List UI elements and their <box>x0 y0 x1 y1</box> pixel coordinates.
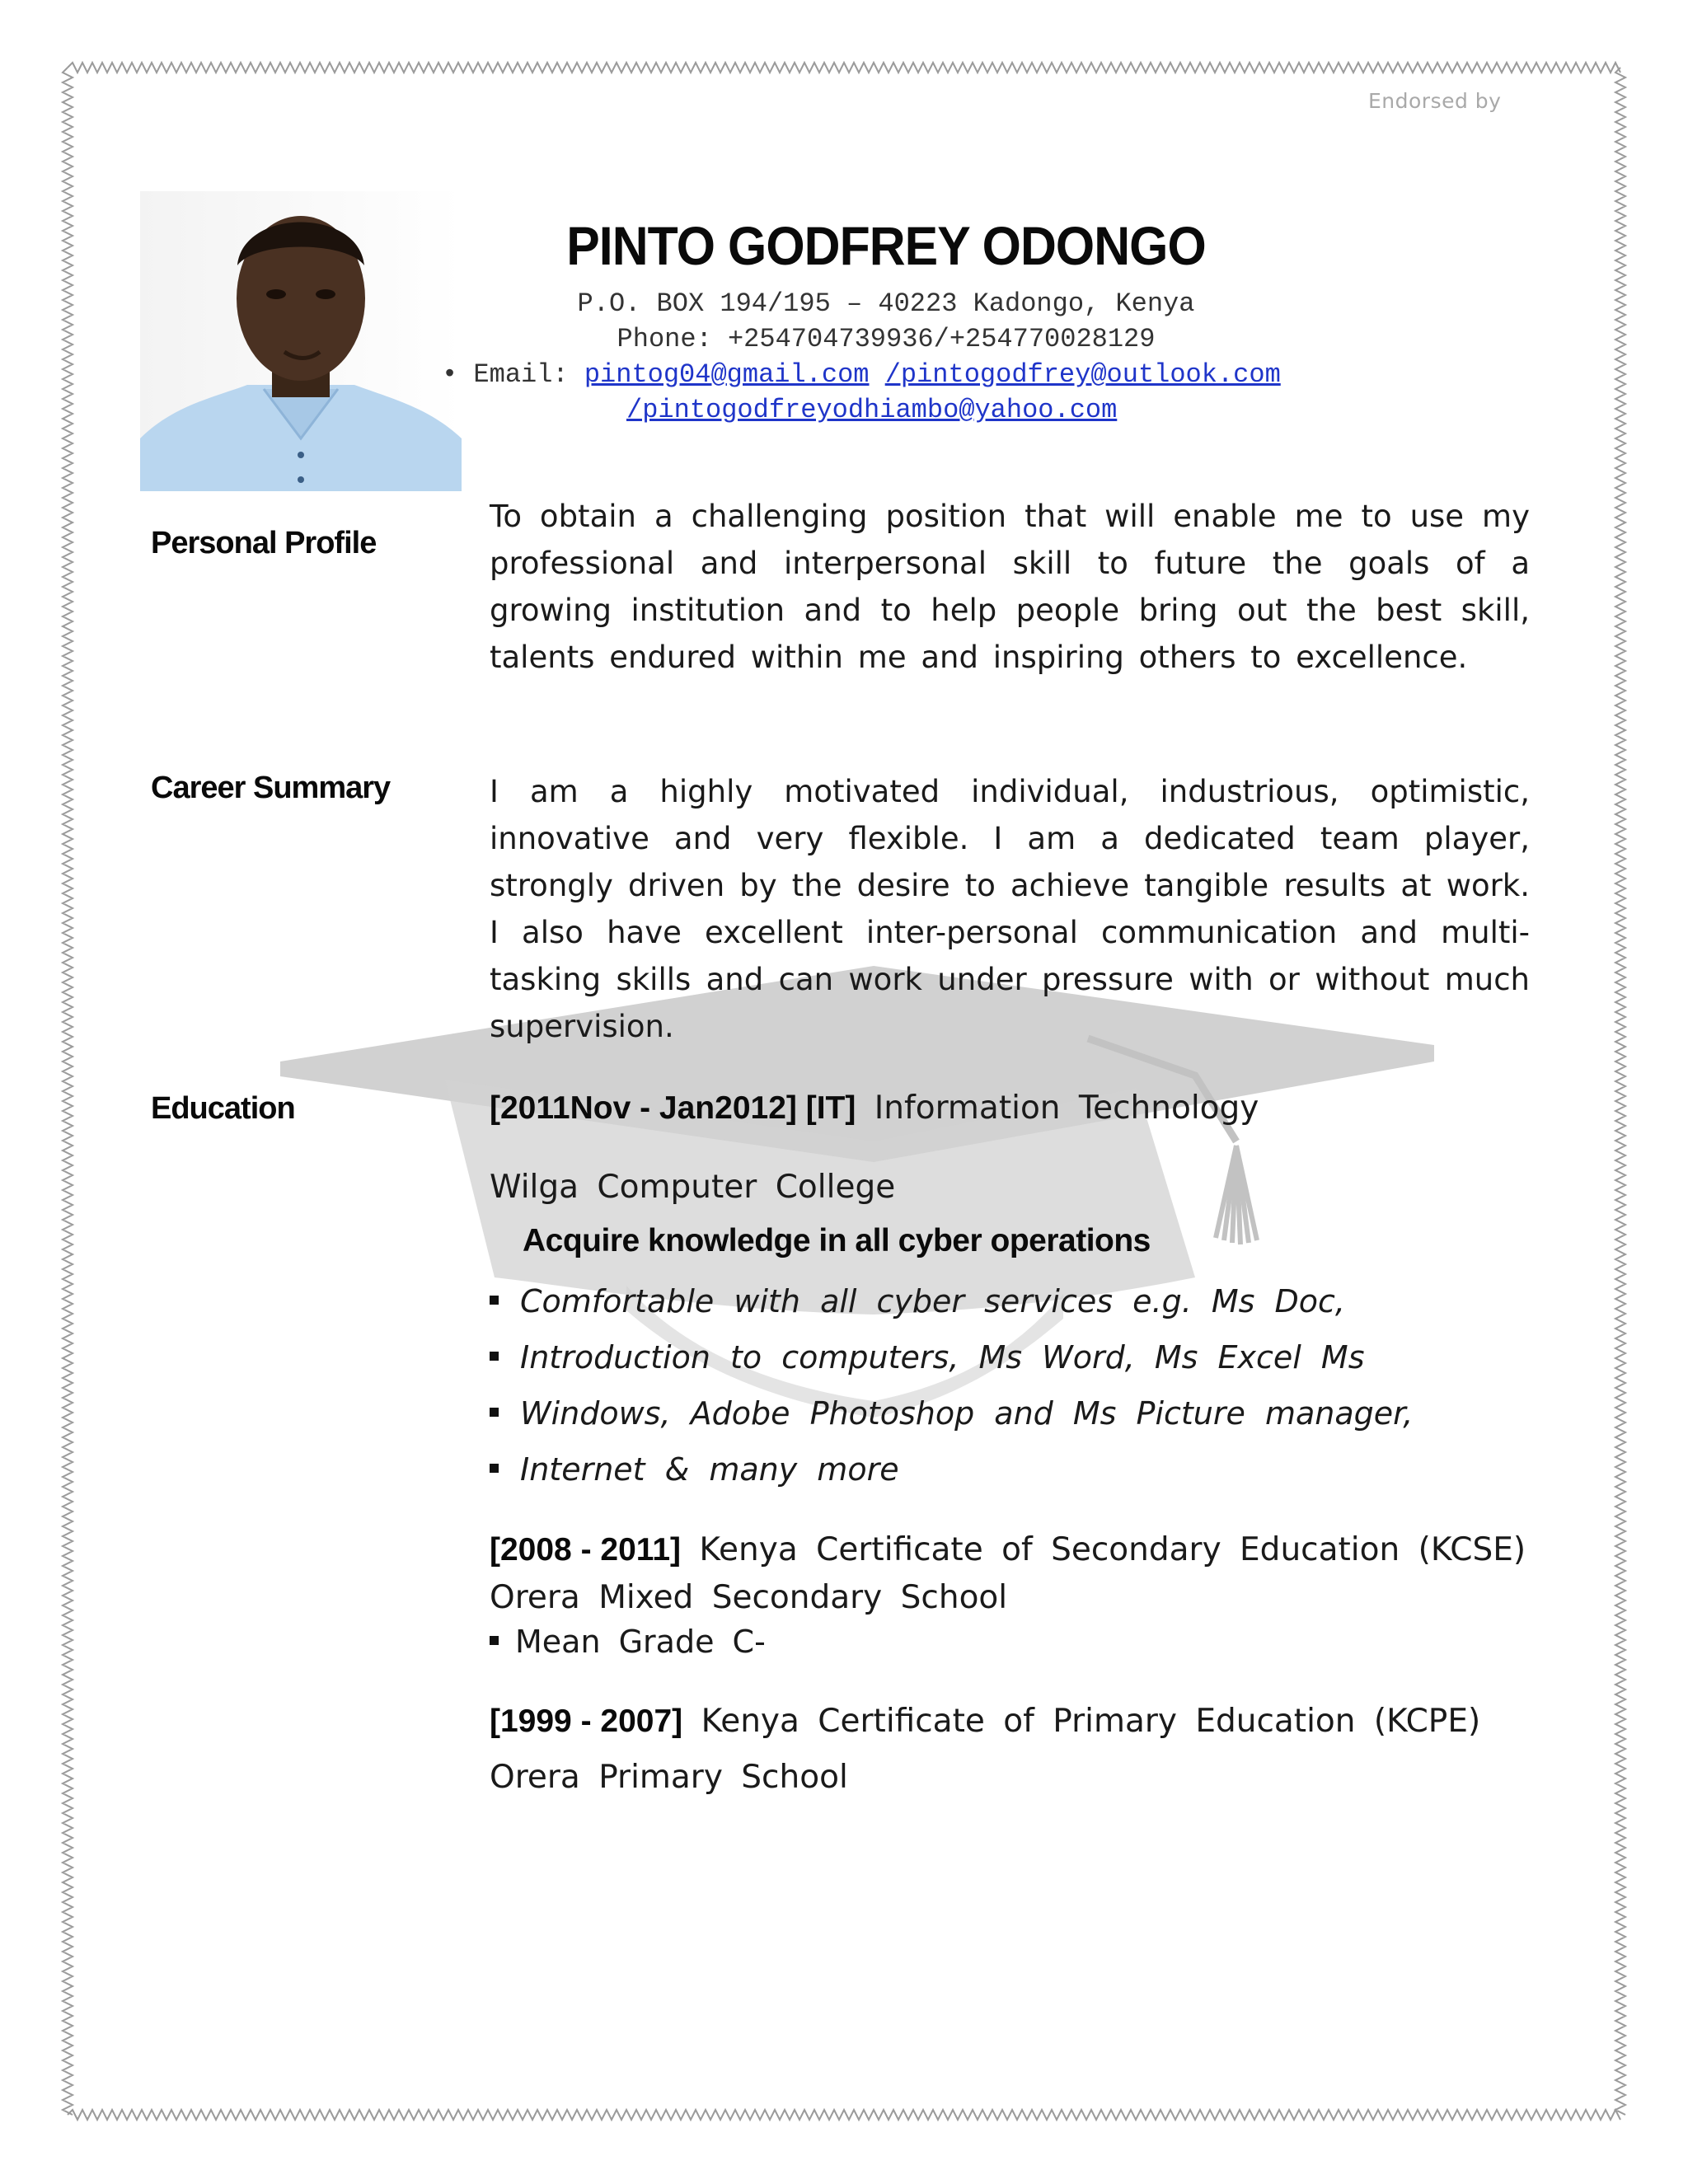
school-name: Orera Primary School <box>490 1759 848 1796</box>
postal-address: P.O. BOX 194/195 – 40223 Kadongo, Kenya <box>577 288 1195 319</box>
entry-title: Information Technology <box>874 1090 1259 1127</box>
entry-dates: [1999 - 2007] <box>490 1704 683 1739</box>
career-summary-heading: Career Summary <box>151 771 391 805</box>
list-item: Internet & many more <box>490 1444 1413 1500</box>
entry-dates: [2008 - 2011] <box>490 1532 682 1568</box>
school-name: Orera Mixed Secondary School <box>490 1579 1008 1616</box>
personal-profile-heading: Personal Profile <box>151 526 377 560</box>
email-line-2 <box>626 395 1117 425</box>
course-skills-list <box>490 1276 1413 1500</box>
bullet-square-icon <box>490 1636 499 1645</box>
email-link-gmail[interactable]: pintog04@gmail.com <box>584 359 870 390</box>
profile-photo <box>140 191 462 491</box>
endorsed-by-label: Endorsed by <box>1368 89 1502 113</box>
applicant-name: PINTO GODFREY ODONGO <box>566 215 1206 276</box>
email-label: • Email: <box>442 359 569 390</box>
education-heading: Education <box>151 1091 295 1126</box>
entry-dates: [2011Nov - Jan2012] [IT] <box>490 1090 856 1126</box>
list-item: Comfortable with all cyber services e.g. Ms Doc, <box>490 1276 1413 1332</box>
bullet-square-icon <box>490 1352 499 1361</box>
education-entry-kcse <box>490 1531 1526 1568</box>
bullet-square-icon <box>490 1464 499 1473</box>
personal-profile-text: To obtain a challenging position that will enable me to use my professional and interpersonal skill to future the goals of a growing institution and to help people bring out the best skill, talents endured within me and inspiring others to excellence. <box>490 499 1530 675</box>
education-entry-it <box>490 1090 1259 1127</box>
list-item: Introduction to computers, Ms Word, Ms Excel Ms <box>490 1332 1413 1388</box>
career-summary-text: I am a highly motivated individual, industrious, optimistic, innovative and very flexible. I am a dedicated team player, strongly driven by the desire to achieve tangible results at work. I also have excellent inter-personal communication and multi-tasking skills and can work under pressure with or without much supervision. <box>490 774 1530 1044</box>
phone-numbers: Phone: +254704739936/+254770028129 <box>617 324 1156 354</box>
email-link-outlook[interactable]: /pintogodfrey@outlook.com <box>884 359 1281 390</box>
bullet-square-icon <box>490 1296 499 1305</box>
entry-title: Kenya Certificate of Secondary Education (KCSE) <box>699 1531 1526 1568</box>
email-line <box>442 359 1281 390</box>
list-item: Windows, Adobe Photoshop and Ms Picture manager, <box>490 1388 1413 1444</box>
course-subheading: Acquire knowledge in all cyber operations <box>523 1223 1151 1258</box>
entry-title: Kenya Certificate of Primary Education (KCPE) <box>701 1703 1481 1740</box>
mean-grade: Mean Grade C- <box>490 1624 766 1660</box>
education-entry-kcpe <box>490 1703 1480 1740</box>
bullet-square-icon <box>490 1408 499 1417</box>
email-link-yahoo[interactable]: /pintogodfreyodhiambo@yahoo.com <box>626 395 1118 425</box>
school-name: Wilga Computer College <box>490 1169 896 1206</box>
